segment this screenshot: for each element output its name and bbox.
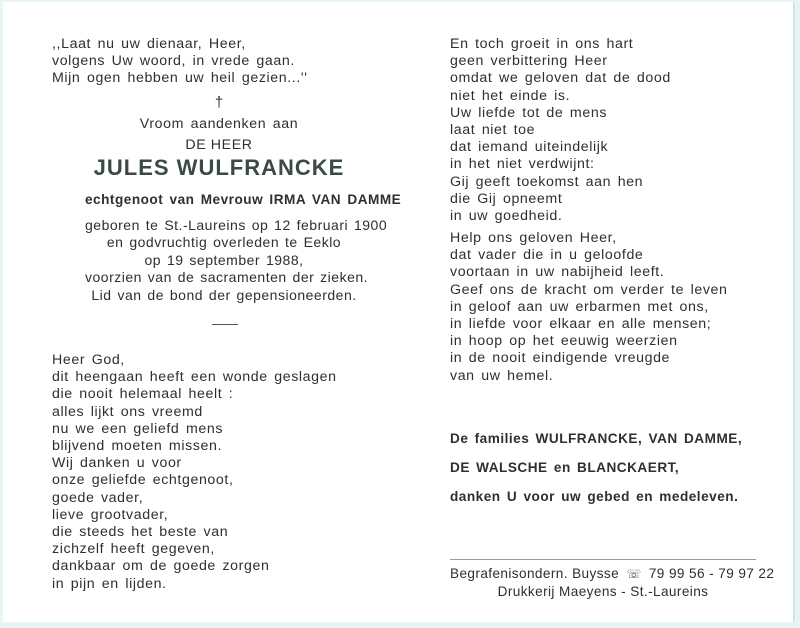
deceased-info — [63, 94, 402, 325]
phone-number: 79 99 56 - 79 97 22 — [648, 566, 775, 581]
poem-line: niet het einde is. — [450, 87, 571, 104]
poem-line: Geef ons de kracht om verder te leven — [450, 281, 728, 298]
poem-line: die Gij opneemt — [450, 190, 563, 207]
poem-line: dat iemand uiteindelijk — [450, 139, 609, 156]
poem-line: geen verbittering Heer — [450, 53, 608, 70]
poem-line: in de nooit eindigende vreugde — [450, 350, 671, 367]
poem-line: dankbaar om de goede zorgen — [52, 558, 270, 575]
quote-line: ,,Laat nu uw dienaar, Heer, — [52, 36, 246, 52]
cross-icon: † — [214, 94, 224, 111]
poem-line: die nooit helemaal heelt : — [52, 386, 234, 403]
phone-icon: ☏ — [626, 567, 642, 581]
left-page — [3, 2, 403, 622]
poem-line: onze geliefde echtgenoot, — [52, 472, 234, 489]
divider — [212, 324, 238, 325]
prayer-right-stanza-2 — [450, 230, 728, 385]
poem-line: dat vader die in u geloofde — [450, 247, 644, 264]
spouse-line: echtgenoot van Mevrouw IRMA VAN DAMME — [85, 192, 402, 207]
poem-line: voortaan in uw nabijheid leeft. — [450, 264, 665, 281]
right-page — [403, 2, 793, 622]
poem-line: van uw hemel. — [450, 367, 554, 384]
poem-line: in pijn en lijden. — [52, 575, 167, 592]
poem-line: zichzelf heeft gegeven, — [52, 541, 215, 558]
deceased-name: JULES WULFRANCKE — [93, 155, 345, 180]
quote-line: Mijn ogen hebben uw heil gezien...'' — [52, 70, 308, 86]
poem-line: die steeds het beste van — [52, 524, 229, 541]
memorial-card — [3, 2, 795, 622]
undertaker-line — [450, 565, 775, 583]
poem-line: omdat we geloven dat de dood — [450, 70, 671, 87]
opening-quote — [52, 36, 308, 87]
poem-line: alles lijkt ons vreemd — [52, 403, 203, 420]
bio-line: Lid van de bond der gepensioneerden. — [91, 286, 357, 303]
biography — [85, 217, 388, 304]
poem-line: Gij geeft toekomst aan hen — [450, 173, 644, 190]
poem-line: dit heengaan heeft een wonde geslagen — [52, 369, 337, 386]
quote-line: volgens Uw woord, in vrede gaan. — [52, 53, 295, 69]
poem-line: Help ons geloven Heer, — [450, 230, 617, 246]
poem-line: En toch groeit in ons hart — [450, 36, 634, 52]
bio-line: geboren te St.-Laureins op 12 februari 1900 — [85, 217, 388, 233]
poem-line: goede vader, — [52, 489, 144, 506]
poem-line: Uw liefde tot de mens — [450, 104, 608, 121]
footer-divider — [450, 559, 756, 560]
printer-line: Drukkerij Maeyens - St.-Laureins — [497, 584, 709, 599]
poem-line: lieve grootvader, — [52, 506, 169, 523]
family-line: De families WULFRANCKE, VAN DAMME, — [450, 431, 743, 446]
poem-line: in uw goedheid. — [450, 208, 563, 225]
poem-line: in hoop op het eeuwig weerzien — [450, 333, 678, 350]
poem-line: in geloof aan uw erbarmen met ons, — [450, 298, 709, 315]
prayer-left — [52, 352, 337, 593]
poem-line: blijvend moeten missen. — [52, 438, 222, 455]
undertaker-name: Begrafenisondern. Buysse — [450, 566, 620, 581]
memory-heading: Vroom aandenken aan — [139, 116, 299, 132]
poem-line: in liefde voor elkaar en alle mensen; — [450, 316, 712, 333]
prayer-right-stanza-1 — [450, 36, 671, 225]
honorific: DE HEER — [185, 137, 253, 153]
family-line: danken U voor uw gebed en medeleven. — [450, 489, 739, 504]
bio-line: op 19 september 1988, — [144, 251, 304, 268]
poem-line: Heer God, — [52, 352, 125, 368]
family-thanks — [450, 430, 742, 517]
poem-line: in het niet verdwijnt: — [450, 156, 595, 173]
bio-line: voorzien van de sacramenten der zieken. — [85, 269, 369, 286]
bio-line: en godvruchtig overleden te Eeklo — [106, 234, 342, 251]
footer — [450, 565, 775, 600]
poem-line: laat niet toe — [450, 122, 536, 139]
poem-line: nu we een geliefd mens — [52, 420, 224, 437]
poem-line: Wij danken u voor — [52, 455, 182, 472]
family-line: DE WALSCHE en BLANCKAERT, — [450, 460, 680, 475]
